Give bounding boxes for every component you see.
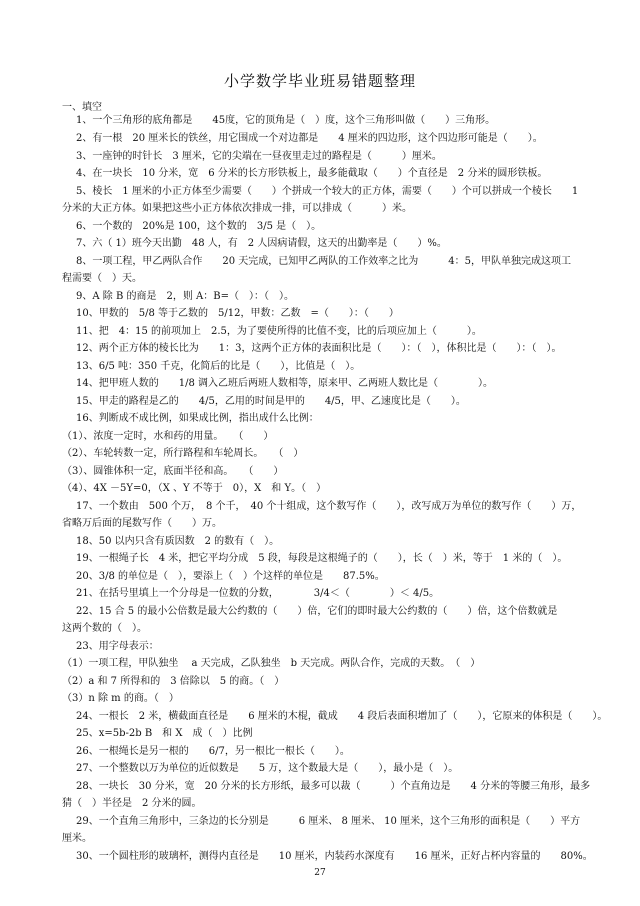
document-title: 小学数学毕业班易错题整理	[223, 72, 416, 90]
question-line: 17、一个数由 500 个万， 8 个千， 40 个十组成，这个数写作（ ），改写成万为单位的数写作（ ）万，	[76, 501, 582, 512]
question-line: 16、判断成不成比例，如果成比例，指出成什么比例：	[76, 413, 319, 424]
question-line: 9、A 除 B 的商是 2，则 A：B=（ ）：（ ）。	[76, 291, 294, 302]
question-line: 7、六（ 1）班今天出勤 48 人，有 2 人因病请假，这天的出勤率是（ ）%。	[76, 238, 447, 249]
question-line: 14、把甲班人数的 1/8 调入乙班后两班人数相等，原来甲、乙两班人数比是（ ）。	[76, 378, 493, 389]
question-line: 5、棱长 1 厘米的小正方体至少需要（ ）个拼成一个较大的正方体，需要（ ）个可以拼成一个棱长 1	[76, 186, 579, 197]
question-line: 4、在一块长 10 分米，宽 6 分米的长方形铁板上，最多能截取（ ）个直径是 2 分米的圆形铁板。	[76, 168, 548, 179]
question-line: （2）、车轮转数一定，所行路程和车轮周长。 （ ）	[62, 448, 304, 459]
question-line: 省略万后面的尾数写作（ ）万。	[62, 518, 222, 529]
question-line: 11、把 4：15 的前项加上 2.5，为了要使所得的比值不变，比的后项应加上（ ）。	[76, 326, 482, 337]
question-line: （1）一项工程，甲队独坐 a 天完成，乙队独坐 b 天完成。两队合作，完成的天数。 （ ）	[62, 658, 481, 669]
question-line: 30、一个圆柱形的玻璃杯，测得内直径是 10 厘米，内装药水深度有 16 厘米，正好占杯内容量的 80%。	[76, 851, 593, 862]
question-line: 厘米。	[62, 833, 92, 844]
question-line: 6、一个数的 20%是 100，这个数的 3/5 是（ ）。	[76, 221, 322, 232]
question-line: 1、一个三角形的底角都是 45度，它的顶角是（ ）度，这个三角形叫做（ ）三角形。	[76, 115, 496, 126]
question-line: 18、50 以内只含有质因数 2 的数有（ ）。	[76, 536, 280, 547]
question-line: 13、6/5 吨：350 千克，化简后的比是（ ），比值是（ ）。	[76, 361, 361, 372]
question-line: 12、两个正方体的棱长比为 1：3，这两个正方体的表面积比是（ ）：（ ），体积比是（ ）：（ ）。	[76, 343, 562, 354]
question-line: 这两个数的（ ）。	[62, 623, 147, 634]
question-line: 猜（ ）半径是 2 分米的圆。	[62, 798, 202, 809]
page-number: 27	[314, 868, 326, 878]
question-line: （1）、浓度一定时，水和药的用量。 （ ）	[62, 431, 274, 442]
question-line: 26、一根绳长是另一根的 6/7，另一根比一根长（ ）。	[76, 746, 350, 757]
question-line: （3）n 除 m 的商。（ ）	[62, 693, 179, 704]
section-heading: 一、填空	[62, 102, 102, 113]
question-line: 2、有一根 20 厘米长的铁丝，用它围成一个对边都是 4 厘米的四边形，这个四边形可能是（ ）。	[76, 133, 543, 144]
question-line: 19、一根绳子长 4 米，把它平均分成 5 段，每段是这根绳子的（ ），长（ ）米，等于 1 米的（ ）。	[76, 553, 568, 564]
question-line: 21、在括号里填上一个分母是一位数的分数， 3/4＜（ ）＜ 4/5。	[76, 588, 440, 599]
question-line: 28、一块长 30 分米，宽 20 分米的长方形纸，最多可以裁（ ）个直角边是 4 分米的等腰三角形，最多	[76, 781, 591, 792]
question-line: 25、x=5b-2b B 和 X 成（ ）比例	[76, 728, 253, 739]
question-line: 20、3/8 的单位是（ ），要添上（ ）个这样的单位是 87.5%。	[76, 571, 385, 582]
question-line: 15、甲走的路程是乙的 4/5，乙用的时间是甲的 4/5，甲、乙速度比是（ ）。	[76, 396, 466, 407]
question-line: 分米的大正方体。如果把这些小正方体依次排成一排，可以排成（ ）米。	[62, 203, 412, 214]
question-line: （4）、4X －5Y=0，（X 、Y 不等于 0），X 和 Y。（ ）	[62, 483, 327, 494]
question-line: 29、一个直角三角形中，三条边的长分别是 6 厘米、 8 厘米、 10 厘米，这个三角形的面积是（ ）平方	[76, 816, 581, 827]
question-line: （2）a 和 7 所得和的 3 倍除以 5 的商。（ ）	[62, 676, 285, 687]
question-line: 27、一个整数以万为单位的近似数是 5 万，这个数最大是（ ），最小是（ ）。	[76, 763, 459, 774]
question-line: （3）、圆锥体积一定，底面半径和高。 （ ）	[62, 466, 284, 477]
question-line: 3、一座钟的时针长 3 厘米，它的尖端在一昼夜里走过的路程是（ ）厘米。	[76, 151, 442, 162]
question-line: 24、一根长 2 米，横截面直径是 6 厘米的木棍，截成 4 段后表面积增加了（ ），它原来的体积是（ ）。	[76, 711, 608, 722]
question-line: 22、15 合 5 的最小公倍数是最大公约数的（ ）倍，它们的即时最大公约数的（ ）倍，这个倍数就是	[76, 606, 558, 617]
question-line: 程需要（ ）天。	[62, 273, 142, 284]
question-line: 23、用字母表示：	[76, 641, 159, 652]
question-line: 8、一项工程，甲乙两队合作 20 天完成，已知甲乙两队的工作效率之比为 4：5，甲队单独完成这项工	[76, 256, 571, 267]
question-line: 10、甲数的 5/8 等于乙数的 5/12，甲数：乙数 =（ ）：（ ）	[76, 308, 399, 319]
